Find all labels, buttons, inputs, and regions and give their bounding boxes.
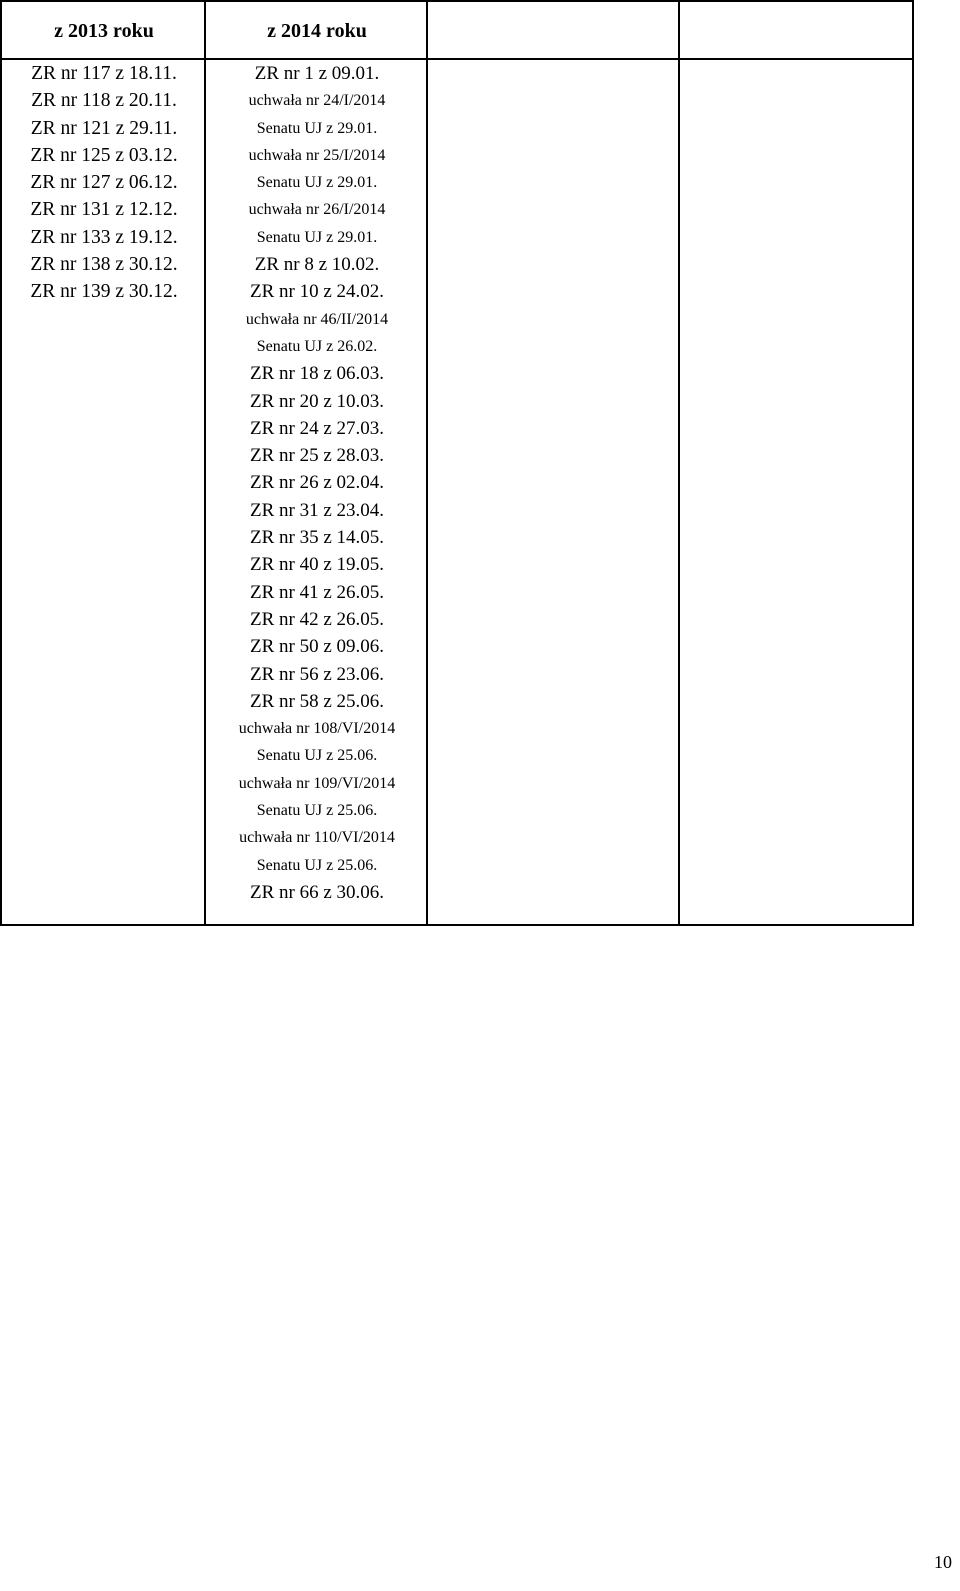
list-item: ZR nr 125 z 03.12.	[30, 144, 178, 166]
list-item: ZR nr 31 z 23.04.	[249, 499, 385, 521]
list-item: ZR nr 133 z 19.12.	[30, 226, 178, 248]
list-item: ZR nr 25 z 28.03.	[249, 445, 385, 467]
list-item: ZR nr 8 z 10.02.	[254, 254, 380, 276]
list-item: ZR nr 127 z 06.12.	[30, 172, 178, 194]
list-item: uchwała nr 25/I/2014	[248, 146, 386, 164]
list-item: ZR nr 66 z 30.06.	[249, 881, 385, 903]
list-item: ZR nr 58 z 25.06.	[249, 690, 385, 712]
list-item: ZR nr 26 z 02.04.	[249, 472, 385, 494]
list-2013	[2, 60, 206, 306]
list-item: uchwała nr 46/II/2014	[245, 310, 389, 328]
list-item: ZR nr 24 z 27.03.	[249, 417, 385, 439]
list-item: ZR nr 118 z 20.11.	[31, 90, 177, 112]
header-2014: z 2014 roku	[267, 20, 367, 42]
list-item: ZR nr 10 z 24.02.	[249, 281, 385, 303]
list-item: Senatu UJ z 29.01.	[256, 174, 378, 192]
list-item: Senatu UJ z 26.02.	[256, 337, 378, 355]
list-item: ZR nr 117 z 18.11.	[31, 63, 177, 84]
list-item: uchwała nr 110/VI/2014	[239, 829, 395, 847]
list-2014	[206, 60, 428, 906]
list-item: ZR nr 121 z 29.11.	[30, 117, 178, 139]
list-item: uchwała nr 109/VI/2014	[238, 774, 396, 792]
list-item: ZR nr 138 z 30.12.	[30, 254, 178, 276]
list-item: ZR nr 20 z 10.03.	[249, 390, 385, 412]
list-item: ZR nr 131 z 12.12.	[30, 199, 178, 221]
list-item: uchwała nr 26/I/2014	[248, 201, 386, 219]
header-col-4	[680, 2, 914, 60]
list-item: ZR nr 35 z 14.05.	[249, 527, 385, 549]
list-item: ZR nr 18 z 06.03.	[249, 363, 385, 385]
list-item: ZR nr 50 z 09.06.	[249, 636, 385, 658]
list-item: Senatu UJ z 25.06.	[256, 747, 378, 765]
list-item: Senatu UJ z 29.01.	[256, 228, 378, 246]
list-item: ZR nr 56 z 23.06.	[249, 663, 385, 685]
list-item: uchwała nr 24/I/2014	[248, 92, 386, 110]
header-col-3	[428, 2, 680, 60]
column-divider	[678, 2, 680, 924]
list-item: ZR nr 40 z 19.05.	[249, 554, 385, 576]
list-item: ZR nr 139 z 30.12.	[30, 281, 178, 303]
list-item: uchwała nr 108/VI/2014	[238, 720, 396, 738]
list-item: ZR nr 41 z 26.05.	[249, 581, 385, 603]
list-item: ZR nr 1 z 09.01.	[254, 63, 380, 84]
list-item: Senatu UJ z 25.06.	[256, 856, 378, 874]
list-item: Senatu UJ z 29.01.	[256, 119, 378, 137]
header-2013: z 2013 roku	[54, 20, 154, 42]
list-item: Senatu UJ z 25.06.	[256, 802, 378, 820]
list-item: ZR nr 42 z 26.05.	[249, 608, 385, 630]
page-number: 10	[934, 1552, 952, 1572]
